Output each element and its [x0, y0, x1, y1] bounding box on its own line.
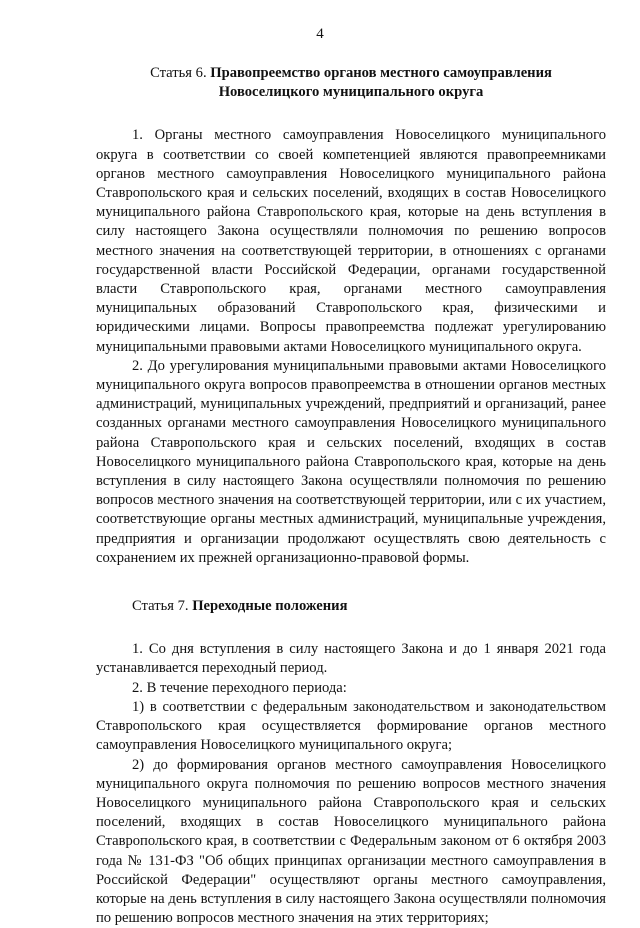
article-6-heading [96, 64, 606, 102]
spacer [96, 102, 606, 126]
article-6-title-line-1: Правопреемство органов местного самоуправления [210, 65, 552, 81]
article-6-prefix: Статья 6. [150, 65, 210, 81]
article-7-item-1: 1) в соответствии с федеральным законодательством и законодательством Ставропольского края осуществляется формирование органов местного самоуправления Новоселицкого муниципального округа; [96, 698, 606, 756]
article-7-paragraph-1: 1. Со дня вступления в силу настоящего Закона и до 1 января 2021 года устанавливается переходный период. [96, 640, 606, 678]
page-number: 4 [0, 26, 640, 43]
article-7-heading [96, 597, 606, 616]
article-6-paragraph-2: 2. До урегулирования муниципальными правовыми актами Новоселицкого муниципального округа вопросов правопреемства в отношении органов местных администраций, муниципальных учреждений, предприятий и организаций, ранее созданных органами местного самоуправления Новоселицкого муниципального района Ставропольского края и сельских поселений, входящих в состав Новоселицкого муниципального района Ставропольского края, которые на день вступления в силу настоящего Закона осуществляли полномочия по решению вопросов местного значения на соответствующей территории, или с их участием, соответствующие органы местных администраций, муниципальные учреждения, предприятия и организации продолжают осуществлять свою деятельность с сохранением их прежней организационно-правовой формы. [96, 357, 606, 568]
spacer [96, 568, 606, 597]
article-7-paragraph-2: 2. В течение переходного периода: [96, 679, 606, 698]
article-6-paragraph-1: 1. Органы местного самоуправления Новоселицкого муниципального округа в соответствии со своей компетенцией являются правопреемниками органов местного самоуправления Новоселицкого муниципального района Ставропольского края и сельских поселений, входящих в состав Новоселицкого муниципального района Ставропольского края, которые на день вступления в силу настоящего Закона осуществляли полномочия по решению вопросов местного значения на соответствующей территории, в отношениях с органами государственной власти Российской Федерации, органами государственной власти Ставропольского края, органами местного самоуправления муниципальных образований Ставропольского края, физическими и юридическими лицами. Вопросы правопреемства подлежат урегулированию муниципальными правовыми актами Новоселицкого муниципального округа. [96, 126, 606, 356]
article-7-title: Переходные положения [192, 598, 347, 614]
article-6-title-line-2: Новоселицкого муниципального округа [219, 84, 484, 100]
article-7-item-2: 2) до формирования органов местного самоуправления Новоселицкого муниципального округа полномочия по решению вопросов местного значения Новоселицкого муниципального района Ставропольского края и сельских поселений, входящих в состав Новоселицкого муниципального района Ставропольского края, в соответствии с Федеральным законом от 6 октября 2003 года № 131-ФЗ "Об общих принципах организации местного самоуправления в Российской Федерации" осуществляют органы местного самоуправления, которые на день вступления в силу настоящего Закона осуществляли полномочия по решению вопросов местного значения на этих территориях; [96, 756, 606, 928]
document-body [96, 64, 606, 928]
article-7-prefix: Статья 7. [132, 598, 192, 614]
spacer [96, 616, 606, 640]
